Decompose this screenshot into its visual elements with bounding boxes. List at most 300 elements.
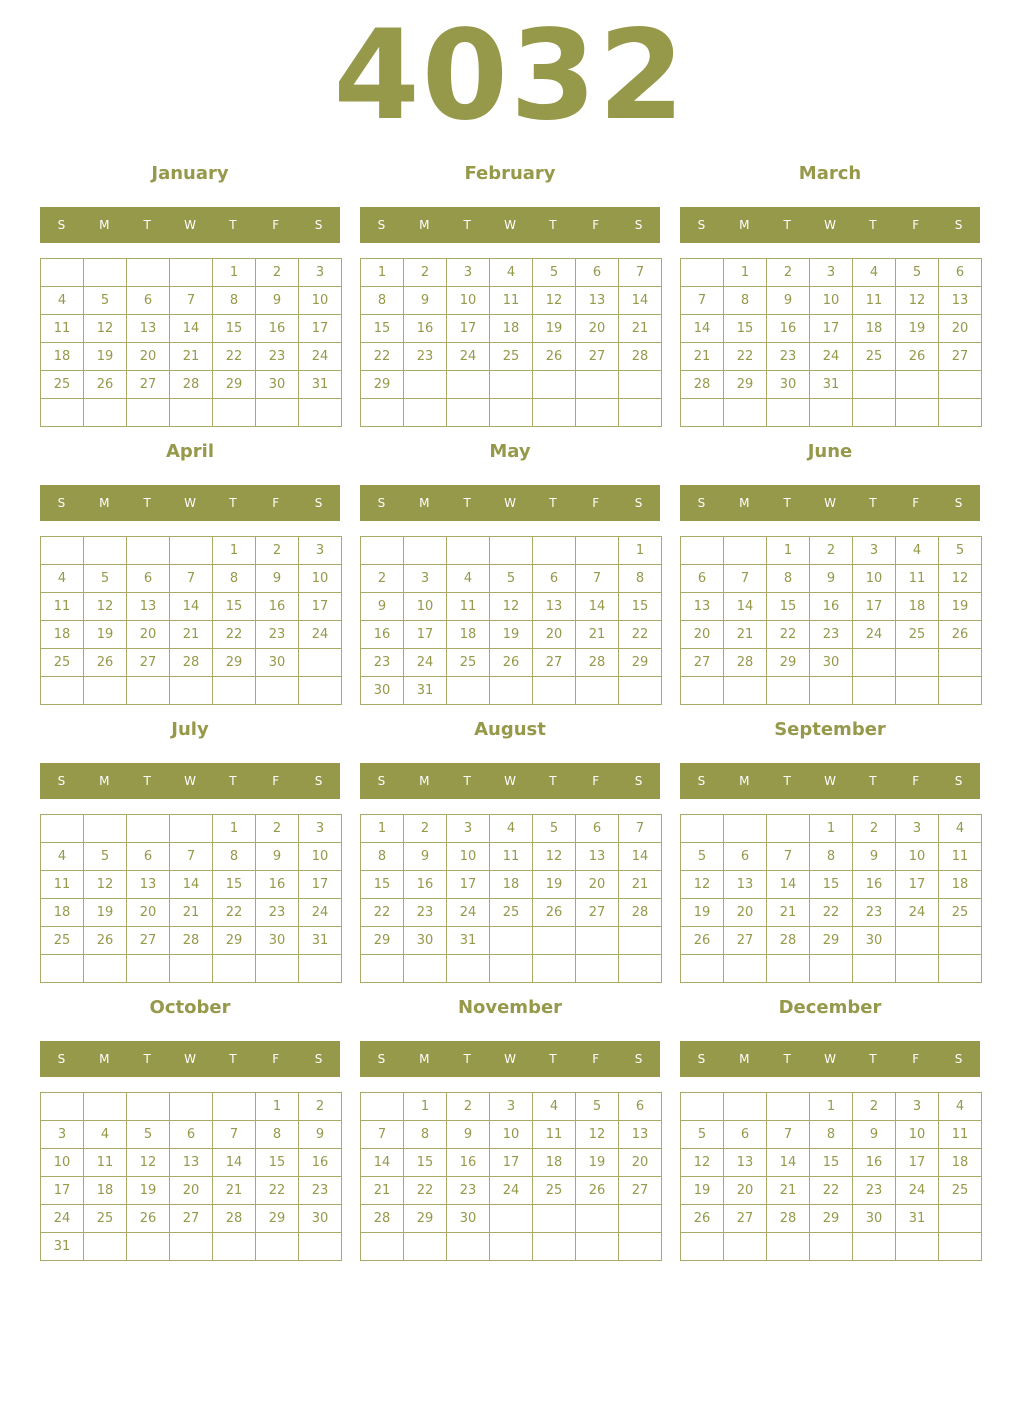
weekday-label: M — [419, 774, 430, 788]
day-cell: 16 — [404, 871, 447, 899]
empty-cell — [170, 1093, 213, 1121]
month-title: July — [171, 719, 209, 740]
day-cell: 22 — [256, 1177, 299, 1205]
week-row — [681, 371, 982, 399]
day-cell: 30 — [853, 1205, 896, 1233]
day-cell: 9 — [404, 287, 447, 315]
empty-cell — [810, 399, 853, 427]
empty-cell — [853, 1233, 896, 1261]
empty-cell — [299, 955, 342, 983]
weekday-label: S — [697, 1052, 706, 1066]
empty-cell — [533, 1205, 576, 1233]
day-cell: 3 — [810, 259, 853, 287]
week-row — [361, 927, 662, 955]
day-cell: 22 — [767, 621, 810, 649]
day-cell: 29 — [404, 1205, 447, 1233]
day-cell: 4 — [490, 259, 533, 287]
day-cell: 2 — [810, 537, 853, 565]
day-cell: 12 — [939, 565, 982, 593]
day-cell: 13 — [127, 315, 170, 343]
empty-cell — [84, 1093, 127, 1121]
empty-cell — [576, 399, 619, 427]
day-cell: 29 — [361, 371, 404, 399]
day-cell: 9 — [256, 843, 299, 871]
day-grid — [40, 258, 342, 427]
day-cell: 28 — [361, 1205, 404, 1233]
week-row — [41, 871, 342, 899]
empty-cell — [681, 537, 724, 565]
empty-cell — [213, 1093, 256, 1121]
day-cell: 14 — [767, 1149, 810, 1177]
day-cell: 23 — [767, 343, 810, 371]
day-cell: 6 — [127, 843, 170, 871]
day-cell: 29 — [619, 649, 662, 677]
week-row — [681, 927, 982, 955]
day-cell: 25 — [490, 899, 533, 927]
empty-cell — [619, 1233, 662, 1261]
week-row — [41, 1177, 342, 1205]
day-cell: 6 — [576, 259, 619, 287]
empty-cell — [810, 1233, 853, 1261]
day-cell: 2 — [853, 815, 896, 843]
weekday-label: F — [272, 774, 280, 788]
empty-cell — [619, 955, 662, 983]
weekday-label: S — [634, 218, 643, 232]
day-cell: 22 — [213, 343, 256, 371]
day-cell: 11 — [939, 1121, 982, 1149]
day-cell: 14 — [619, 843, 662, 871]
weekday-label: T — [463, 218, 471, 232]
weekday-label: M — [99, 496, 110, 510]
empty-cell — [810, 955, 853, 983]
day-cell: 27 — [127, 927, 170, 955]
day-cell: 14 — [724, 593, 767, 621]
empty-cell — [533, 371, 576, 399]
empty-cell — [299, 399, 342, 427]
day-cell: 29 — [810, 927, 853, 955]
day-cell: 19 — [896, 315, 939, 343]
day-cell: 10 — [810, 287, 853, 315]
weekday-label: S — [954, 774, 963, 788]
day-cell: 28 — [576, 649, 619, 677]
day-cell: 4 — [41, 287, 84, 315]
day-cell: 20 — [681, 621, 724, 649]
empty-cell — [41, 399, 84, 427]
week-row — [361, 343, 662, 371]
day-cell: 26 — [533, 899, 576, 927]
day-cell: 24 — [447, 343, 490, 371]
day-cell: 1 — [767, 537, 810, 565]
day-cell: 19 — [84, 343, 127, 371]
week-row — [681, 899, 982, 927]
empty-cell — [170, 537, 213, 565]
weekday-label: F — [912, 218, 920, 232]
day-cell: 12 — [84, 315, 127, 343]
day-cell: 25 — [447, 649, 490, 677]
week-row — [361, 1121, 662, 1149]
day-cell: 18 — [41, 343, 84, 371]
empty-cell — [447, 1233, 490, 1261]
week-row — [361, 565, 662, 593]
empty-cell — [170, 1233, 213, 1261]
empty-cell — [490, 1205, 533, 1233]
day-cell: 4 — [447, 565, 490, 593]
day-cell: 21 — [724, 621, 767, 649]
day-cell: 12 — [127, 1149, 170, 1177]
empty-cell — [256, 399, 299, 427]
day-cell: 3 — [896, 815, 939, 843]
day-cell: 20 — [127, 343, 170, 371]
day-cell: 27 — [533, 649, 576, 677]
day-cell: 24 — [299, 621, 342, 649]
weekday-label: F — [272, 496, 280, 510]
week-row — [361, 399, 662, 427]
day-cell: 14 — [619, 287, 662, 315]
day-cell: 15 — [256, 1149, 299, 1177]
empty-cell — [767, 1233, 810, 1261]
empty-cell — [84, 537, 127, 565]
day-cell: 17 — [299, 315, 342, 343]
weekday-label: M — [419, 1052, 430, 1066]
weekday-label: S — [57, 1052, 66, 1066]
week-row — [681, 1121, 982, 1149]
day-cell: 21 — [681, 343, 724, 371]
day-cell: 8 — [810, 843, 853, 871]
day-grid — [680, 814, 982, 983]
empty-cell — [853, 677, 896, 705]
week-row — [681, 1177, 982, 1205]
month-title: February — [464, 163, 556, 184]
weekday-label: T — [783, 774, 791, 788]
day-grid — [360, 814, 662, 983]
weekday-label: W — [824, 1052, 836, 1066]
week-row — [41, 287, 342, 315]
day-cell: 12 — [533, 287, 576, 315]
day-cell: 8 — [404, 1121, 447, 1149]
day-cell: 29 — [213, 927, 256, 955]
week-row — [681, 815, 982, 843]
week-row — [681, 649, 982, 677]
empty-cell — [490, 677, 533, 705]
weekday-label: W — [184, 496, 196, 510]
weekday-label: S — [314, 218, 323, 232]
empty-cell — [127, 955, 170, 983]
empty-cell — [299, 649, 342, 677]
day-cell: 30 — [810, 649, 853, 677]
day-cell: 15 — [361, 871, 404, 899]
day-cell: 15 — [810, 871, 853, 899]
day-cell: 23 — [361, 649, 404, 677]
day-cell: 23 — [853, 899, 896, 927]
week-row — [41, 899, 342, 927]
empty-cell — [681, 677, 724, 705]
weekday-label: F — [592, 1052, 600, 1066]
empty-cell — [939, 399, 982, 427]
empty-cell — [533, 1233, 576, 1261]
week-row — [361, 1149, 662, 1177]
day-cell: 24 — [447, 899, 490, 927]
day-cell: 11 — [41, 315, 84, 343]
day-cell: 7 — [681, 287, 724, 315]
day-cell: 3 — [447, 815, 490, 843]
day-cell: 20 — [170, 1177, 213, 1205]
day-cell: 6 — [939, 259, 982, 287]
day-cell: 4 — [939, 815, 982, 843]
day-cell: 3 — [853, 537, 896, 565]
day-grid — [40, 1092, 342, 1261]
empty-cell — [724, 815, 767, 843]
day-cell: 25 — [41, 927, 84, 955]
empty-cell — [447, 677, 490, 705]
empty-cell — [213, 677, 256, 705]
day-cell: 11 — [41, 593, 84, 621]
week-row — [41, 259, 342, 287]
day-cell: 10 — [490, 1121, 533, 1149]
weekday-label: T — [549, 496, 557, 510]
day-cell: 2 — [256, 815, 299, 843]
weekday-header — [360, 207, 660, 243]
week-row — [41, 955, 342, 983]
weekday-header — [40, 207, 340, 243]
week-row — [361, 899, 662, 927]
day-cell: 7 — [361, 1121, 404, 1149]
week-row — [681, 1233, 982, 1261]
day-cell: 12 — [681, 871, 724, 899]
day-cell: 15 — [213, 871, 256, 899]
day-cell: 29 — [256, 1205, 299, 1233]
day-cell: 10 — [896, 1121, 939, 1149]
day-cell: 25 — [84, 1205, 127, 1233]
day-cell: 9 — [810, 565, 853, 593]
empty-cell — [767, 399, 810, 427]
day-cell: 31 — [447, 927, 490, 955]
day-cell: 28 — [724, 649, 767, 677]
weekday-label: T — [463, 774, 471, 788]
week-row — [681, 537, 982, 565]
week-row — [41, 927, 342, 955]
day-cell: 4 — [896, 537, 939, 565]
day-grid — [680, 1092, 982, 1261]
week-row — [681, 1205, 982, 1233]
day-cell: 6 — [681, 565, 724, 593]
weekday-label: S — [377, 218, 386, 232]
weekday-label: S — [377, 774, 386, 788]
weekday-label: F — [592, 218, 600, 232]
week-row — [41, 565, 342, 593]
day-cell: 7 — [767, 843, 810, 871]
weekday-label: M — [419, 496, 430, 510]
day-cell: 13 — [533, 593, 576, 621]
empty-cell — [767, 677, 810, 705]
day-cell: 12 — [84, 871, 127, 899]
day-cell: 5 — [127, 1121, 170, 1149]
empty-cell — [681, 955, 724, 983]
weekday-label: W — [184, 774, 196, 788]
day-cell: 4 — [939, 1093, 982, 1121]
weekday-label: S — [377, 1052, 386, 1066]
empty-cell — [681, 1093, 724, 1121]
day-cell: 12 — [576, 1121, 619, 1149]
day-cell: 15 — [810, 1149, 853, 1177]
day-cell: 27 — [619, 1177, 662, 1205]
empty-cell — [896, 649, 939, 677]
day-cell: 10 — [896, 843, 939, 871]
day-cell: 5 — [939, 537, 982, 565]
weekday-label: T — [783, 218, 791, 232]
day-grid — [680, 536, 982, 705]
week-row — [41, 621, 342, 649]
empty-cell — [447, 371, 490, 399]
day-cell: 8 — [361, 843, 404, 871]
empty-cell — [361, 399, 404, 427]
weekday-header — [360, 485, 660, 521]
day-cell: 2 — [256, 259, 299, 287]
day-cell: 1 — [810, 815, 853, 843]
weekday-label: W — [504, 1052, 516, 1066]
day-cell: 13 — [724, 871, 767, 899]
empty-cell — [576, 537, 619, 565]
day-cell: 12 — [84, 593, 127, 621]
day-cell: 12 — [533, 843, 576, 871]
empty-cell — [84, 1233, 127, 1261]
empty-cell — [576, 955, 619, 983]
month-title: September — [774, 719, 886, 740]
day-cell: 4 — [853, 259, 896, 287]
day-cell: 4 — [41, 565, 84, 593]
weekday-label: S — [314, 496, 323, 510]
day-cell: 19 — [533, 871, 576, 899]
weekday-label: M — [99, 218, 110, 232]
week-row — [361, 315, 662, 343]
day-cell: 26 — [127, 1205, 170, 1233]
day-cell: 1 — [361, 815, 404, 843]
day-cell: 23 — [447, 1177, 490, 1205]
day-cell: 19 — [576, 1149, 619, 1177]
day-cell: 5 — [533, 259, 576, 287]
empty-cell — [724, 399, 767, 427]
week-row — [361, 871, 662, 899]
empty-cell — [896, 955, 939, 983]
week-row — [681, 843, 982, 871]
weekday-label: T — [869, 774, 877, 788]
day-cell: 26 — [84, 927, 127, 955]
weekday-label: T — [143, 496, 151, 510]
day-cell: 21 — [170, 899, 213, 927]
day-cell: 2 — [404, 259, 447, 287]
day-cell: 26 — [84, 371, 127, 399]
week-row — [41, 1205, 342, 1233]
day-cell: 1 — [256, 1093, 299, 1121]
month-title: November — [457, 997, 563, 1018]
day-cell: 26 — [490, 649, 533, 677]
week-row — [41, 537, 342, 565]
day-cell: 13 — [724, 1149, 767, 1177]
day-cell: 9 — [767, 287, 810, 315]
day-cell: 2 — [361, 565, 404, 593]
day-cell: 17 — [490, 1149, 533, 1177]
day-cell: 10 — [299, 843, 342, 871]
weekday-label: M — [739, 218, 750, 232]
day-cell: 7 — [619, 259, 662, 287]
weekday-label: S — [697, 496, 706, 510]
day-cell: 10 — [299, 565, 342, 593]
day-cell: 12 — [490, 593, 533, 621]
day-cell: 7 — [619, 815, 662, 843]
empty-cell — [41, 815, 84, 843]
empty-cell — [724, 1093, 767, 1121]
day-cell: 22 — [213, 621, 256, 649]
day-cell: 11 — [41, 871, 84, 899]
day-cell: 28 — [681, 371, 724, 399]
week-row — [681, 1093, 982, 1121]
day-cell: 17 — [447, 315, 490, 343]
day-cell: 27 — [939, 343, 982, 371]
day-cell: 25 — [533, 1177, 576, 1205]
day-cell: 3 — [299, 537, 342, 565]
empty-cell — [41, 955, 84, 983]
day-cell: 20 — [724, 1177, 767, 1205]
day-cell: 13 — [576, 843, 619, 871]
empty-cell — [896, 399, 939, 427]
empty-cell — [724, 537, 767, 565]
day-cell: 22 — [810, 899, 853, 927]
empty-cell — [939, 677, 982, 705]
week-row — [681, 621, 982, 649]
empty-cell — [84, 677, 127, 705]
weekday-label: M — [99, 774, 110, 788]
day-cell: 10 — [853, 565, 896, 593]
week-row — [41, 399, 342, 427]
day-cell: 31 — [299, 927, 342, 955]
weekday-label: S — [57, 218, 66, 232]
day-cell: 20 — [619, 1149, 662, 1177]
day-cell: 11 — [896, 565, 939, 593]
empty-cell — [767, 1093, 810, 1121]
weekday-label: F — [912, 1052, 920, 1066]
empty-cell — [127, 259, 170, 287]
empty-cell — [533, 927, 576, 955]
day-cell: 16 — [767, 315, 810, 343]
month-title: March — [798, 163, 862, 184]
weekday-label: S — [634, 496, 643, 510]
day-cell: 11 — [533, 1121, 576, 1149]
empty-cell — [170, 399, 213, 427]
week-row — [681, 677, 982, 705]
weekday-label: S — [634, 774, 643, 788]
day-cell: 21 — [361, 1177, 404, 1205]
day-cell: 1 — [361, 259, 404, 287]
day-cell: 20 — [939, 315, 982, 343]
week-row — [361, 371, 662, 399]
day-cell: 15 — [213, 315, 256, 343]
empty-cell — [619, 1205, 662, 1233]
empty-cell — [681, 399, 724, 427]
weekday-label: S — [57, 774, 66, 788]
weekday-label: S — [377, 496, 386, 510]
weekday-label: F — [912, 496, 920, 510]
weekday-header — [680, 207, 980, 243]
day-cell: 23 — [853, 1177, 896, 1205]
day-cell: 27 — [170, 1205, 213, 1233]
day-cell: 15 — [619, 593, 662, 621]
week-row — [361, 1177, 662, 1205]
weekday-label: T — [229, 1052, 237, 1066]
day-cell: 13 — [127, 871, 170, 899]
day-cell: 15 — [404, 1149, 447, 1177]
weekday-label: S — [697, 218, 706, 232]
empty-cell — [533, 677, 576, 705]
day-cell: 17 — [810, 315, 853, 343]
